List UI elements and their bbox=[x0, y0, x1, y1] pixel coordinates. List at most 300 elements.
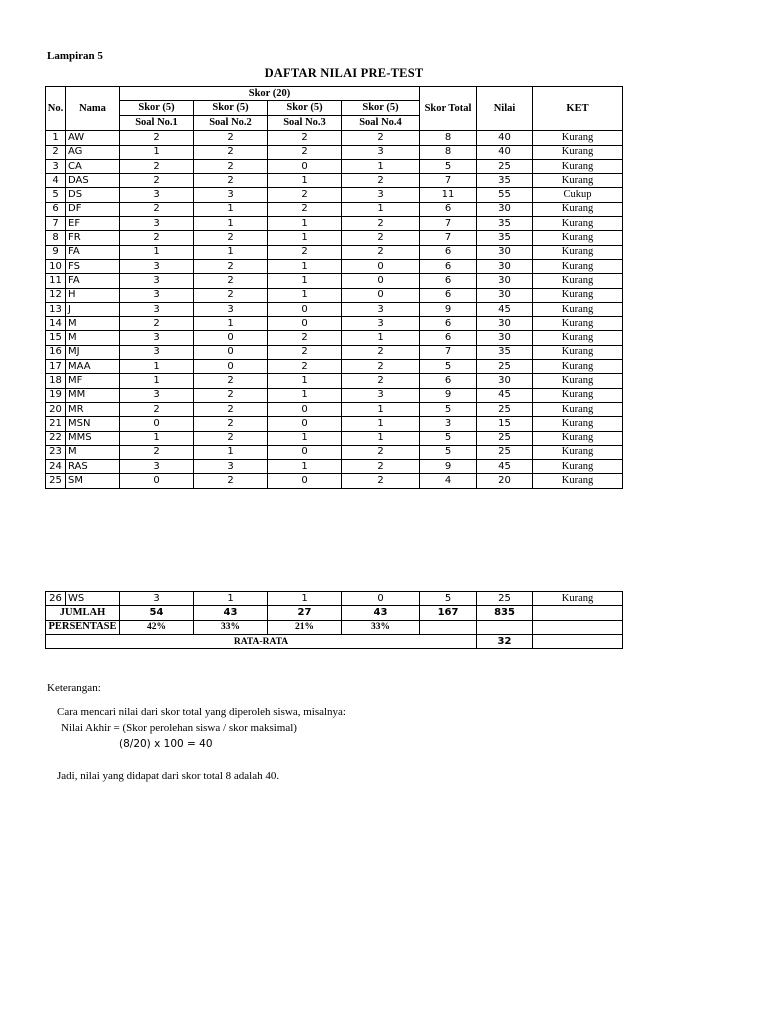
row-s3: 1 bbox=[268, 431, 342, 445]
row-s4: 2 bbox=[342, 217, 420, 231]
row-total: 7 bbox=[420, 217, 477, 231]
row-s4: 2 bbox=[342, 360, 420, 374]
row-nilai: 30 bbox=[477, 288, 533, 302]
row-total: 11 bbox=[420, 188, 477, 202]
row-s1: 2 bbox=[120, 317, 194, 331]
row-nama: DAS bbox=[66, 174, 120, 188]
row-ket: Kurang bbox=[533, 474, 623, 488]
row-s2: 3 bbox=[194, 460, 268, 474]
table-row bbox=[46, 288, 623, 302]
rata-rata-ket bbox=[533, 634, 623, 648]
row-s3: 2 bbox=[268, 188, 342, 202]
row-s4: 0 bbox=[342, 259, 420, 273]
row-total: 5 bbox=[420, 360, 477, 374]
jumlah-s2: 43 bbox=[194, 606, 268, 620]
row-s4: 2 bbox=[342, 245, 420, 259]
row-nama: AG bbox=[66, 145, 120, 159]
row-ket: Kurang bbox=[533, 445, 623, 459]
persentase-s2: 33% bbox=[194, 620, 268, 634]
row-s2: 2 bbox=[194, 288, 268, 302]
row-s1: 0 bbox=[120, 474, 194, 488]
header-soal-4: Soal No.4 bbox=[342, 116, 420, 131]
row-s3: 1 bbox=[268, 374, 342, 388]
row-nilai: 30 bbox=[477, 331, 533, 345]
row-total: 8 bbox=[420, 131, 477, 145]
row-s1: 0 bbox=[120, 417, 194, 431]
header-nilai: Nilai bbox=[477, 87, 533, 131]
row-s2: 2 bbox=[194, 431, 268, 445]
row-s4: 2 bbox=[342, 345, 420, 359]
row-nilai: 25 bbox=[477, 592, 533, 606]
row-no: 19 bbox=[46, 388, 66, 402]
notes-heading: Keterangan: bbox=[47, 682, 101, 694]
header-skor-group: Skor (20) bbox=[120, 87, 420, 101]
row-no: 25 bbox=[46, 474, 66, 488]
table-row bbox=[46, 188, 623, 202]
row-nama: H bbox=[66, 288, 120, 302]
row-nilai: 35 bbox=[477, 217, 533, 231]
row-s4: 0 bbox=[342, 288, 420, 302]
header-skor-3: Skor (5) bbox=[268, 101, 342, 116]
score-table bbox=[45, 86, 623, 489]
row-no: 8 bbox=[46, 231, 66, 245]
row-nama: MF bbox=[66, 374, 120, 388]
row-ket: Kurang bbox=[533, 431, 623, 445]
row-no: 1 bbox=[46, 131, 66, 145]
row-no: 10 bbox=[46, 259, 66, 273]
header-nama: Nama bbox=[66, 87, 120, 131]
table-row bbox=[46, 417, 623, 431]
row-ket: Kurang bbox=[533, 131, 623, 145]
row-s3: 2 bbox=[268, 145, 342, 159]
table-row bbox=[46, 474, 623, 488]
row-nilai: 35 bbox=[477, 174, 533, 188]
row-s4: 0 bbox=[342, 274, 420, 288]
row-s2: 1 bbox=[194, 245, 268, 259]
jumlah-s1: 54 bbox=[120, 606, 194, 620]
table-row bbox=[46, 331, 623, 345]
rata-rata-nilai: 32 bbox=[477, 634, 533, 648]
table-row bbox=[46, 374, 623, 388]
header-soal-1: Soal No.1 bbox=[120, 116, 194, 131]
header-soal-3: Soal No.3 bbox=[268, 116, 342, 131]
row-s1: 1 bbox=[120, 245, 194, 259]
row-nama: M bbox=[66, 445, 120, 459]
jumlah-nilai: 835 bbox=[477, 606, 533, 620]
row-ket: Kurang bbox=[533, 360, 623, 374]
row-ket: Kurang bbox=[533, 145, 623, 159]
row-s4: 3 bbox=[342, 302, 420, 316]
table-row bbox=[46, 159, 623, 173]
row-nama: J bbox=[66, 302, 120, 316]
row-s4: 3 bbox=[342, 317, 420, 331]
row-ket: Kurang bbox=[533, 592, 623, 606]
row-total: 9 bbox=[420, 388, 477, 402]
row-s3: 2 bbox=[268, 331, 342, 345]
table-row bbox=[46, 202, 623, 216]
row-s1: 2 bbox=[120, 174, 194, 188]
row-nama: FR bbox=[66, 231, 120, 245]
row-s2: 1 bbox=[194, 445, 268, 459]
row-s1: 3 bbox=[120, 217, 194, 231]
notes-line-4: Jadi, nilai yang didapat dari skor total 8 adalah 40. bbox=[57, 770, 280, 782]
row-s3: 1 bbox=[268, 592, 342, 606]
row-s4: 2 bbox=[342, 474, 420, 488]
row-nilai: 25 bbox=[477, 402, 533, 416]
row-nama: MM bbox=[66, 388, 120, 402]
row-no: 5 bbox=[46, 188, 66, 202]
persentase-row bbox=[46, 620, 623, 634]
row-s3: 1 bbox=[268, 174, 342, 188]
summary-body bbox=[46, 592, 623, 649]
row-s3: 2 bbox=[268, 360, 342, 374]
row-total: 4 bbox=[420, 474, 477, 488]
row-s1: 2 bbox=[120, 202, 194, 216]
row-nilai: 30 bbox=[477, 274, 533, 288]
jumlah-row bbox=[46, 606, 623, 620]
row-nama: RAS bbox=[66, 460, 120, 474]
row-s2: 2 bbox=[194, 402, 268, 416]
table-row bbox=[46, 317, 623, 331]
persentase-label: PERSENTASE bbox=[46, 620, 120, 634]
header-soal-2: Soal No.2 bbox=[194, 116, 268, 131]
row-s4: 1 bbox=[342, 431, 420, 445]
row-nama: FA bbox=[66, 245, 120, 259]
row-ket: Kurang bbox=[533, 202, 623, 216]
row-s3: 0 bbox=[268, 445, 342, 459]
row-nilai: 55 bbox=[477, 188, 533, 202]
row-s3: 0 bbox=[268, 417, 342, 431]
row-nilai: 45 bbox=[477, 460, 533, 474]
row-total: 6 bbox=[420, 259, 477, 273]
row-no: 21 bbox=[46, 417, 66, 431]
table-row bbox=[46, 388, 623, 402]
row-s1: 3 bbox=[120, 274, 194, 288]
row-total: 6 bbox=[420, 202, 477, 216]
row-no: 6 bbox=[46, 202, 66, 216]
row-s3: 0 bbox=[268, 302, 342, 316]
row-s3: 2 bbox=[268, 131, 342, 145]
rata-rata-row bbox=[46, 634, 623, 648]
row-s3: 0 bbox=[268, 402, 342, 416]
row-s4: 2 bbox=[342, 131, 420, 145]
page-title: DAFTAR NILAI PRE-TEST bbox=[264, 66, 424, 80]
row-ket: Kurang bbox=[533, 288, 623, 302]
row-total: 8 bbox=[420, 145, 477, 159]
row-total: 6 bbox=[420, 331, 477, 345]
row-s2: 0 bbox=[194, 331, 268, 345]
table-row bbox=[46, 402, 623, 416]
row-ket: Kurang bbox=[533, 374, 623, 388]
row-s2: 0 bbox=[194, 360, 268, 374]
row-nama: MR bbox=[66, 402, 120, 416]
row-s1: 2 bbox=[120, 402, 194, 416]
row-total: 6 bbox=[420, 274, 477, 288]
row-nilai: 25 bbox=[477, 431, 533, 445]
row-s1: 3 bbox=[120, 388, 194, 402]
row-s4: 1 bbox=[342, 417, 420, 431]
row-nilai: 15 bbox=[477, 417, 533, 431]
jumlah-ket bbox=[533, 606, 623, 620]
row-s3: 0 bbox=[268, 474, 342, 488]
row-s4: 2 bbox=[342, 460, 420, 474]
row-nilai: 30 bbox=[477, 317, 533, 331]
row-s1: 1 bbox=[120, 360, 194, 374]
row-no: 3 bbox=[46, 159, 66, 173]
row-nama: MAA bbox=[66, 360, 120, 374]
row-nilai: 25 bbox=[477, 360, 533, 374]
row-s3: 2 bbox=[268, 245, 342, 259]
row-no: 14 bbox=[46, 317, 66, 331]
row-total: 3 bbox=[420, 417, 477, 431]
row-nama: WS bbox=[66, 592, 120, 606]
row-s2: 0 bbox=[194, 345, 268, 359]
row-nilai: 35 bbox=[477, 345, 533, 359]
row-s2: 2 bbox=[194, 174, 268, 188]
header-no: No. bbox=[46, 87, 66, 131]
jumlah-label: JUMLAH bbox=[46, 606, 120, 620]
rata-rata-label: RATA-RATA bbox=[46, 634, 477, 648]
row-s2: 1 bbox=[194, 217, 268, 231]
row-no: 4 bbox=[46, 174, 66, 188]
row-s3: 1 bbox=[268, 217, 342, 231]
notes-line-2: Nilai Akhir = (Skor perolehan siswa / skor maksimal) bbox=[61, 722, 297, 734]
row-nama: CA bbox=[66, 159, 120, 173]
table-row bbox=[46, 131, 623, 145]
row-no: 13 bbox=[46, 302, 66, 316]
table-row bbox=[46, 174, 623, 188]
row-nama: EF bbox=[66, 217, 120, 231]
table-row bbox=[46, 231, 623, 245]
table-row bbox=[46, 345, 623, 359]
row-ket: Kurang bbox=[533, 259, 623, 273]
row-s2: 2 bbox=[194, 274, 268, 288]
row-no: 17 bbox=[46, 360, 66, 374]
table-row bbox=[46, 145, 623, 159]
row-s2: 2 bbox=[194, 374, 268, 388]
row-s4: 0 bbox=[342, 592, 420, 606]
row-s4: 2 bbox=[342, 174, 420, 188]
row-no: 2 bbox=[46, 145, 66, 159]
row-ket: Kurang bbox=[533, 460, 623, 474]
row-s2: 1 bbox=[194, 317, 268, 331]
row-s4: 1 bbox=[342, 159, 420, 173]
table-row bbox=[46, 360, 623, 374]
notes-line-3: (8/20) x 100 = 40 bbox=[119, 738, 213, 750]
row-nilai: 30 bbox=[477, 259, 533, 273]
table-row bbox=[46, 245, 623, 259]
row-ket: Kurang bbox=[533, 345, 623, 359]
row-s4: 2 bbox=[342, 445, 420, 459]
row-nilai: 35 bbox=[477, 231, 533, 245]
row-ket: Kurang bbox=[533, 217, 623, 231]
row-s3: 0 bbox=[268, 317, 342, 331]
persentase-ket bbox=[533, 620, 623, 634]
row-nama: FA bbox=[66, 274, 120, 288]
row-nilai: 25 bbox=[477, 445, 533, 459]
persentase-s1: 42% bbox=[120, 620, 194, 634]
row-s1: 2 bbox=[120, 231, 194, 245]
row-no: 9 bbox=[46, 245, 66, 259]
row-total: 9 bbox=[420, 302, 477, 316]
row-nama: M bbox=[66, 331, 120, 345]
row-s3: 1 bbox=[268, 274, 342, 288]
row-s4: 3 bbox=[342, 145, 420, 159]
row-total: 5 bbox=[420, 592, 477, 606]
row-s2: 2 bbox=[194, 388, 268, 402]
row-no: 15 bbox=[46, 331, 66, 345]
row-total: 6 bbox=[420, 288, 477, 302]
row-nilai: 25 bbox=[477, 159, 533, 173]
row-s2: 2 bbox=[194, 231, 268, 245]
row-s1: 3 bbox=[120, 288, 194, 302]
row-s4: 2 bbox=[342, 231, 420, 245]
row-nama: SM bbox=[66, 474, 120, 488]
row-s3: 2 bbox=[268, 202, 342, 216]
row-s2: 1 bbox=[194, 202, 268, 216]
row-s1: 3 bbox=[120, 345, 194, 359]
row-nama: DF bbox=[66, 202, 120, 216]
table-row bbox=[46, 460, 623, 474]
persentase-nilai bbox=[477, 620, 533, 634]
row-s4: 1 bbox=[342, 402, 420, 416]
row-s2: 2 bbox=[194, 159, 268, 173]
row-s4: 3 bbox=[342, 388, 420, 402]
jumlah-total: 167 bbox=[420, 606, 477, 620]
row-total: 6 bbox=[420, 317, 477, 331]
header-skor-total: Skor Total bbox=[420, 87, 477, 131]
row-no: 16 bbox=[46, 345, 66, 359]
row-total: 6 bbox=[420, 374, 477, 388]
header-ket: KET bbox=[533, 87, 623, 131]
row-s1: 3 bbox=[120, 331, 194, 345]
row-s3: 0 bbox=[268, 159, 342, 173]
header-skor-1: Skor (5) bbox=[120, 101, 194, 116]
summary-table bbox=[45, 591, 623, 649]
row-no: 23 bbox=[46, 445, 66, 459]
row-s1: 1 bbox=[120, 145, 194, 159]
row-s4: 1 bbox=[342, 331, 420, 345]
row-nama: FS bbox=[66, 259, 120, 273]
persentase-s3: 21% bbox=[268, 620, 342, 634]
table-row bbox=[46, 217, 623, 231]
row-nama: MSN bbox=[66, 417, 120, 431]
row-s4: 3 bbox=[342, 188, 420, 202]
row-no: 11 bbox=[46, 274, 66, 288]
row-nama: DS bbox=[66, 188, 120, 202]
row-no: 22 bbox=[46, 431, 66, 445]
row-ket: Kurang bbox=[533, 317, 623, 331]
persentase-total bbox=[420, 620, 477, 634]
row-no: 7 bbox=[46, 217, 66, 231]
row-total: 5 bbox=[420, 159, 477, 173]
row-ket: Kurang bbox=[533, 174, 623, 188]
row-total: 7 bbox=[420, 174, 477, 188]
row-s1: 2 bbox=[120, 445, 194, 459]
row-s3: 2 bbox=[268, 345, 342, 359]
row-s1: 1 bbox=[120, 374, 194, 388]
table-row bbox=[46, 302, 623, 316]
persentase-s4: 33% bbox=[342, 620, 420, 634]
row-nama: MJ bbox=[66, 345, 120, 359]
row-no: 12 bbox=[46, 288, 66, 302]
row-s1: 3 bbox=[120, 460, 194, 474]
row-nilai: 45 bbox=[477, 388, 533, 402]
row-no: 20 bbox=[46, 402, 66, 416]
row-nilai: 30 bbox=[477, 245, 533, 259]
row-nilai: 30 bbox=[477, 374, 533, 388]
row-s1: 3 bbox=[120, 259, 194, 273]
row-s4: 2 bbox=[342, 374, 420, 388]
row-nama: M bbox=[66, 317, 120, 331]
row-nilai: 30 bbox=[477, 202, 533, 216]
row-s1: 2 bbox=[120, 131, 194, 145]
row-nilai: 40 bbox=[477, 145, 533, 159]
row-ket: Kurang bbox=[533, 302, 623, 316]
row-nilai: 40 bbox=[477, 131, 533, 145]
row-ket: Kurang bbox=[533, 417, 623, 431]
table-body bbox=[46, 131, 623, 488]
row-total: 7 bbox=[420, 345, 477, 359]
row-s3: 1 bbox=[268, 388, 342, 402]
row-ket: Kurang bbox=[533, 231, 623, 245]
row-ket: Kurang bbox=[533, 388, 623, 402]
table-row bbox=[46, 259, 623, 273]
notes-line-1: Cara mencari nilai dari skor total yang diperoleh siswa, misalnya: bbox=[57, 706, 346, 718]
row-s2: 2 bbox=[194, 474, 268, 488]
row-ket: Kurang bbox=[533, 331, 623, 345]
row-s2: 1 bbox=[194, 592, 268, 606]
row-no: 24 bbox=[46, 460, 66, 474]
row-s1: 3 bbox=[120, 592, 194, 606]
row-nilai: 20 bbox=[477, 474, 533, 488]
row-s2: 2 bbox=[194, 417, 268, 431]
row-nilai: 45 bbox=[477, 302, 533, 316]
row-total: 9 bbox=[420, 460, 477, 474]
row-total: 5 bbox=[420, 402, 477, 416]
row-s2: 2 bbox=[194, 259, 268, 273]
row-no: 18 bbox=[46, 374, 66, 388]
row-s2: 2 bbox=[194, 131, 268, 145]
table-row bbox=[46, 274, 623, 288]
table-row bbox=[46, 592, 623, 606]
row-s1: 3 bbox=[120, 302, 194, 316]
row-total: 5 bbox=[420, 445, 477, 459]
row-nama: AW bbox=[66, 131, 120, 145]
row-no: 26 bbox=[46, 592, 66, 606]
row-ket: Kurang bbox=[533, 274, 623, 288]
header-skor-4: Skor (5) bbox=[342, 101, 420, 116]
row-s1: 3 bbox=[120, 188, 194, 202]
row-s2: 2 bbox=[194, 145, 268, 159]
row-ket: Cukup bbox=[533, 188, 623, 202]
row-nama: MMS bbox=[66, 431, 120, 445]
header-skor-2: Skor (5) bbox=[194, 101, 268, 116]
row-s1: 2 bbox=[120, 159, 194, 173]
row-s3: 1 bbox=[268, 259, 342, 273]
row-ket: Kurang bbox=[533, 159, 623, 173]
row-s4: 1 bbox=[342, 202, 420, 216]
jumlah-s4: 43 bbox=[342, 606, 420, 620]
row-s3: 1 bbox=[268, 460, 342, 474]
appendix-label: Lampiran 5 bbox=[47, 50, 103, 62]
row-s2: 3 bbox=[194, 188, 268, 202]
row-s3: 1 bbox=[268, 288, 342, 302]
table-row bbox=[46, 431, 623, 445]
row-total: 5 bbox=[420, 431, 477, 445]
row-ket: Kurang bbox=[533, 245, 623, 259]
row-ket: Kurang bbox=[533, 402, 623, 416]
